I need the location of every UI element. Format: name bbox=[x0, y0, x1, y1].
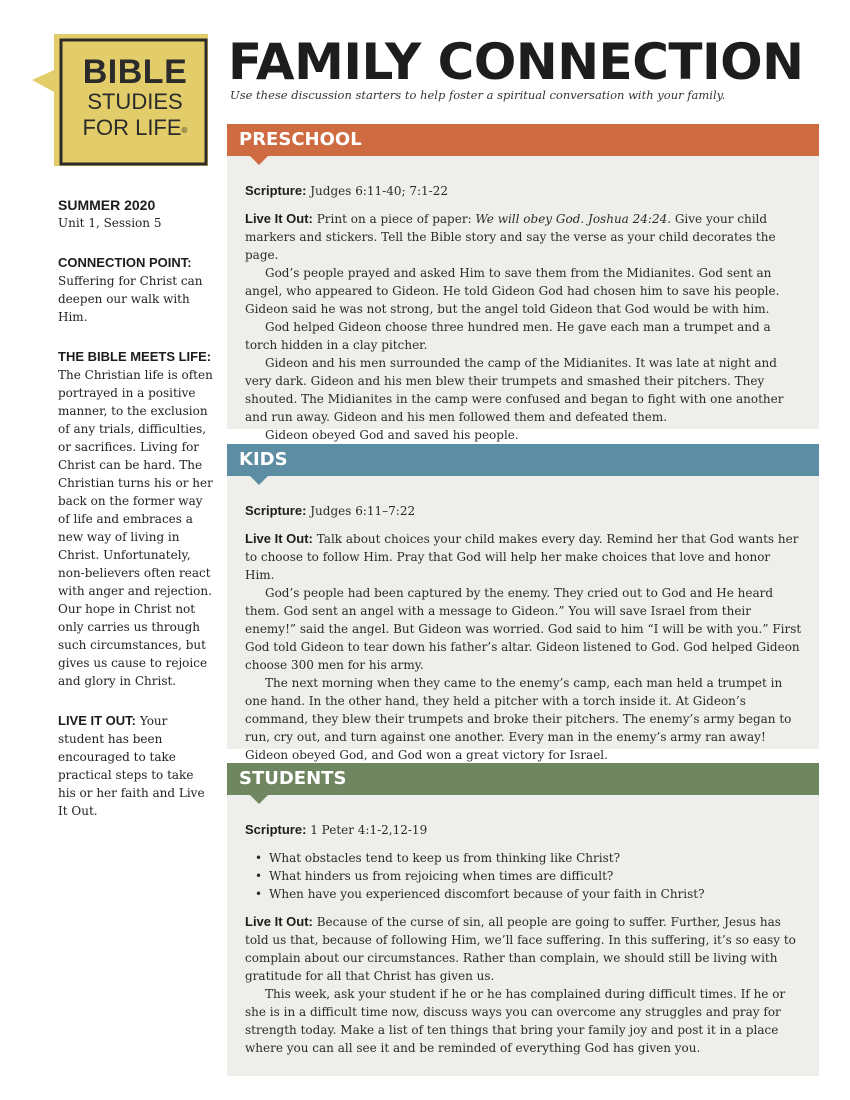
connection-point-label: CONNECTION POINT: bbox=[58, 255, 192, 270]
preschool-paragraph: God’s people prayed and asked Him to save them from the Midianites. God sent an angel, who appeared to Gideon. He told Gideon God had chosen him to save his people. Gideon said he was not strong, but the angel told Gideon that God would be with him. bbox=[245, 266, 780, 316]
question-item: • When have you experienced discomfort because of your faith in Christ? bbox=[255, 885, 803, 903]
session-info bbox=[58, 196, 214, 232]
logo-line-1: BIBLE bbox=[82, 53, 188, 91]
students-body bbox=[227, 795, 819, 1057]
page-subtitle: Use these discussion starters to help foster a spiritual conversation with your family. bbox=[230, 88, 726, 102]
kids-section bbox=[227, 444, 819, 762]
session-label: Unit 1, Session 5 bbox=[58, 216, 162, 230]
season-label: SUMMER 2020 bbox=[58, 197, 156, 213]
students-questions bbox=[255, 849, 803, 903]
kids-paragraph: The next morning when they came to the enemy’s camp, each man held a trumpet in one hand. In the other hand, they held a pitcher with a torch inside it. At Gideon’s command, they blew their trumpets and broke their pitchers. The enemy’s army began to run, cry out, and turn against one another. Every man in the enemy’s army ran away! Gideon obeyed God, and God won a great victory for Israel. bbox=[245, 676, 792, 762]
bible-meets-life bbox=[58, 348, 214, 690]
preschool-banner: PRESCHOOL bbox=[227, 124, 819, 156]
preschool-body bbox=[227, 156, 819, 444]
students-section bbox=[227, 763, 819, 1076]
preschool-paragraph: God helped Gideon choose three hundred men. He gave each man a trumpet and a torch hidden in a clay pitcher. bbox=[245, 320, 771, 352]
bible-studies-logo bbox=[32, 30, 212, 170]
live-it-out-sidebar-label: LIVE IT OUT: bbox=[58, 713, 136, 728]
kids-banner: KIDS bbox=[227, 444, 819, 476]
kids-scripture: Scripture: Judges 6:11–7:22 bbox=[245, 503, 416, 518]
preschool-live-it-out: Live It Out: Print on a piece of paper: We will obey God. Joshua 24:24. Give your child markers and stickers. Tell the Bible story and say the verse as your child decorates the page. bbox=[245, 211, 776, 262]
logo-line-3: FOR LIFE® bbox=[82, 115, 188, 140]
preschool-paragraph: Gideon and his men surrounded the camp of the Midianites. It was late at night and very dark. Gideon and his men blew their trumpets and smashed their pitchers. They shouted. The Midianites in the camp were confused and began to fight with one another and run away. Gideon and his men followed them and defeated them. bbox=[245, 356, 784, 424]
students-scripture: Scripture: 1 Peter 4:1-2,12-19 bbox=[245, 822, 428, 837]
bible-meets-life-label: THE BIBLE MEETS LIFE: bbox=[58, 349, 212, 364]
students-banner: STUDENTS bbox=[227, 763, 819, 795]
bible-meets-life-text: THE BIBLE MEETS LIFE: The Christian life is often portrayed in a positive manner, to the exclusion of any trials, difficulties, or sacrifices. Living for Christ can be hard. The Christian turns his or her back on the former way of life and embraces a new way of living in Christ. Unfortunately, non-believers often react with anger and rejection. Our hope in Christ not only carries us through such circumstances, but gives us cause to rejoice and glory in Christ. bbox=[58, 349, 213, 688]
connection-point bbox=[58, 254, 214, 326]
preschool-scripture: Scripture: Judges 6:11-40; 7:1-22 bbox=[245, 183, 448, 198]
kids-paragraph: God’s people had been captured by the enemy. They cried out to God and He heard them. God sent an angel with a message to Gideon.” You will save Israel from their enemy!” said the angel. But Gideon was worried. God said to him “I will be with you.” First God told Gideon to tear down his father’s altar. Gideon listened to God. God helped Gideon choose 300 men for his army. bbox=[245, 586, 802, 672]
connection-point-text: Suffering for Christ can deepen our walk with Him. bbox=[58, 274, 203, 324]
students-live-it-out: Live It Out: Because of the curse of sin, all people are going to suffer. Further, Jesus has told us that, because of following Him, we’ll face suffering. In this suffering, it’s so easy to complain about our circumstances. Rather than complain, we should still be living with gratitude for all that Christ has given us. bbox=[245, 914, 796, 983]
kids-live-it-out: Live It Out: Talk about choices your child makes every day. Remind her that God wants her to choose to follow Him. Pray that God will help her make choices that love and honor Him. bbox=[245, 531, 799, 582]
kids-body bbox=[227, 476, 819, 764]
sidebar bbox=[58, 196, 214, 842]
question-item: • What hinders us from rejoicing when times are difficult? bbox=[255, 867, 803, 885]
preschool-section bbox=[227, 124, 819, 442]
live-it-out-sidebar bbox=[58, 712, 214, 820]
page-title: FAMILY CONNECTION bbox=[228, 33, 804, 91]
live-it-out-sidebar-text: LIVE IT OUT: Your student has been encouraged to take practical steps to take his or her faith and Live It Out. bbox=[58, 713, 205, 818]
preschool-paragraph: Gideon obeyed God and saved his people. bbox=[265, 428, 519, 442]
students-paragraph: This week, ask your student if he or he has complained during difficult times. If he or she is in a difficult time now, discuss ways you can overcome any struggles and pray for strength today. Make a list of ten things that bring your family joy and post it in a place where you can all see it and be reminded of everything God has given you. bbox=[245, 987, 786, 1055]
logo-line-2: STUDIES bbox=[87, 89, 183, 114]
question-item: • What obstacles tend to keep us from thinking like Christ? bbox=[255, 849, 803, 867]
